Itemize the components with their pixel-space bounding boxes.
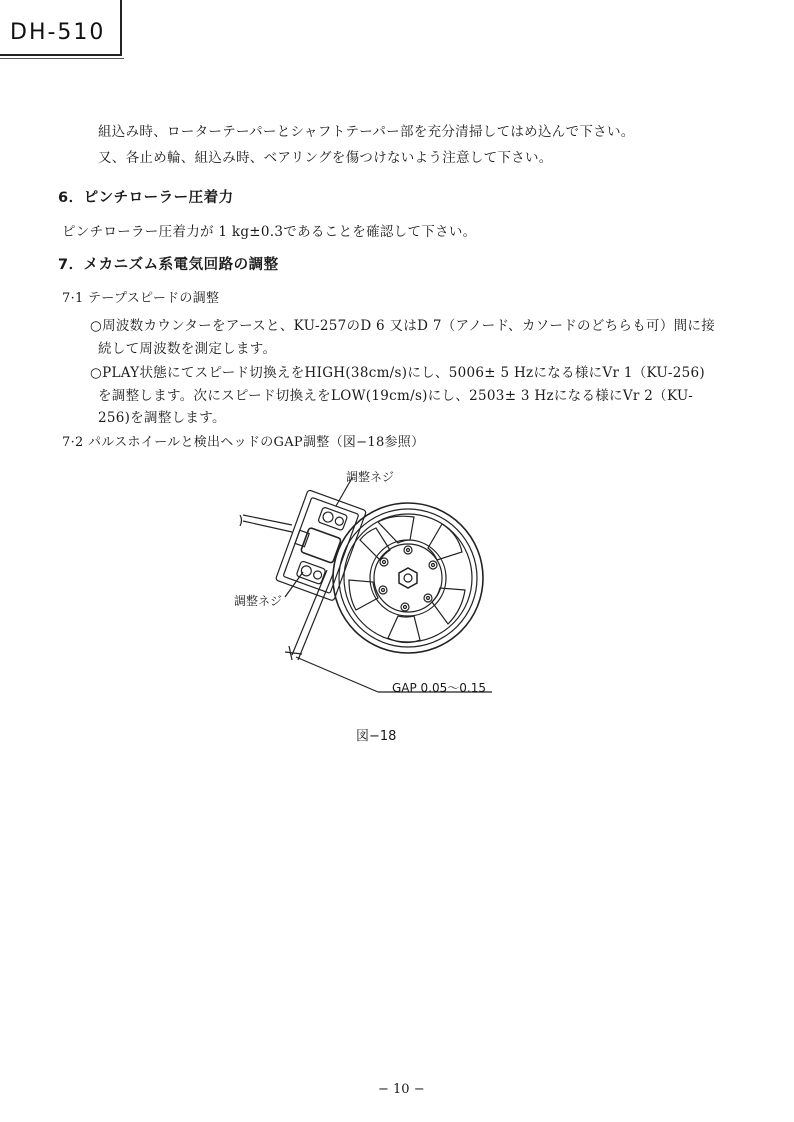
wheel-window-6	[360, 528, 390, 560]
intro-line-2: 又、各止め輪、組込み時、ベアリングを傷つけないよう注意して下さい。	[98, 150, 553, 166]
center-nut	[399, 568, 417, 588]
hub-screw-3	[424, 594, 432, 602]
wheel-window-3	[432, 588, 465, 624]
hub-screw-6	[380, 558, 388, 566]
hub-screw-4	[401, 603, 409, 611]
section-7-1-item1-line2: 続して周波数を測定します。	[98, 341, 277, 357]
section-7-heading: 7．メカニズム系電気回路の調整	[58, 257, 279, 273]
section-7-1-item2-line1: ○PLAY状態にてスピード切換えをHIGH(38cm/s)にし、5006± 5 Hzになる様にVr 1（KU-256)	[90, 365, 705, 381]
gap-line-1	[292, 570, 327, 655]
hub-screw-1	[404, 546, 412, 554]
model-label: DH-510	[10, 20, 106, 45]
cable-line-upper	[243, 515, 292, 525]
section-6-heading: 6．ピンチローラー圧着力	[58, 190, 234, 206]
wheel-window-4	[388, 616, 420, 643]
figure-caption: 図−18	[356, 729, 397, 744]
center-shaft	[404, 574, 412, 582]
intro-line-1: 組込み時、ローターテーパーとシャフトテーパー部を充分清掃してはめ込んで下さい。	[98, 124, 635, 140]
page-number: − 10 −	[378, 1082, 425, 1097]
section-6-body: ピンチローラー圧着力が 1 kg±0.3であることを確認して下さい。	[62, 224, 477, 240]
section-7-2-title: 7·2 パルスホイールと検出ヘッドのGAP調整（図−18参照）	[62, 435, 425, 450]
label-gap: GAP 0.05～0.15	[392, 681, 486, 695]
section-7-1-item1-line1: ○周波数カウンターをアースと、KU-257のD 6 又はD 7（アノード、カソードのどちらも可）間に接	[90, 318, 716, 334]
cable-line-lower	[243, 521, 292, 532]
section-7-1-title: 7·1 テープスピードの調整	[62, 291, 220, 306]
cable-break-mark	[240, 515, 242, 526]
gap-leader	[296, 657, 378, 692]
label-adjust-screw-left: 調整ネジ	[234, 594, 283, 608]
hub-screw-5	[379, 586, 387, 594]
section-7-1-item2-line3: 256)を調整します。	[98, 410, 226, 426]
hub-screw-2	[429, 561, 437, 569]
label-adjust-screw-top: 調整ネジ	[346, 470, 395, 484]
section-7-1-item2-line2: を調整します。次にスピード切換えをLOW(19cm/s)にし、2503± 3 Hzになる様にVr 2（KU-	[98, 388, 694, 404]
gap-line-2	[298, 574, 333, 660]
wheel-outer-rim	[333, 503, 483, 653]
